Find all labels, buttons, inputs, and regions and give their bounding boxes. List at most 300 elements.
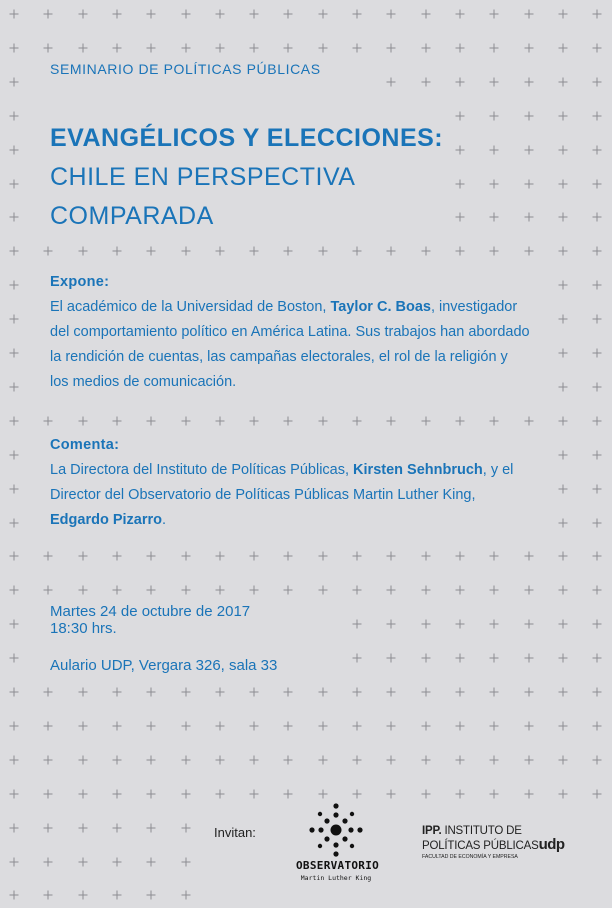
plus-mark [490,654,499,663]
plus-mark [250,586,259,595]
plus-mark [490,586,499,595]
plus-mark [593,789,602,798]
plus-mark [387,43,396,52]
plus-mark [44,416,53,425]
plus-mark [78,688,87,697]
plus-mark [421,620,430,629]
expone-label: Expone: [50,274,110,290]
plus-mark [490,179,499,188]
plus-mark [387,416,396,425]
plus-mark [490,111,499,120]
plus-mark [147,688,156,697]
plus-mark [593,315,602,324]
plus-mark [593,721,602,730]
plus-mark [112,721,121,730]
comenta-label: Comenta: [50,437,120,453]
plus-mark [490,552,499,561]
plus-mark [387,654,396,663]
plus-mark [181,891,190,900]
plus-mark [524,620,533,629]
plus-mark [353,43,362,52]
plus-mark [78,891,87,900]
plus-mark [147,857,156,866]
plus-mark [147,416,156,425]
plus-mark [10,10,19,19]
plus-mark [524,552,533,561]
plus-mark [44,43,53,52]
plus-mark [593,77,602,86]
plus-mark [387,721,396,730]
plus-mark [387,688,396,697]
plus-mark [524,721,533,730]
plus-mark [593,111,602,120]
plus-mark [353,789,362,798]
plus-mark [524,688,533,697]
plus-mark [147,10,156,19]
plus-mark [524,755,533,764]
plus-mark [147,247,156,256]
plus-mark [284,416,293,425]
plus-mark [455,43,464,52]
plus-mark [524,416,533,425]
plus-mark [387,552,396,561]
plus-mark [524,247,533,256]
plus-mark [10,891,19,900]
plus-mark [421,416,430,425]
plus-mark [421,43,430,52]
plus-mark [10,654,19,663]
expone-text-a: El académico de la Universidad de Boston, [50,299,331,315]
plus-mark [181,857,190,866]
plus-mark [284,586,293,595]
plus-mark [250,10,259,19]
plus-mark [44,721,53,730]
plus-mark [593,552,602,561]
plus-mark [455,213,464,222]
plus-mark [181,10,190,19]
plus-mark [284,247,293,256]
plus-mark [353,416,362,425]
plus-mark [593,518,602,527]
plus-mark [490,145,499,154]
plus-mark [10,518,19,527]
plus-mark [593,620,602,629]
ipp-line-1-text: INSTITUTO DE [441,825,522,837]
plus-mark [215,755,224,764]
plus-mark [353,620,362,629]
observatorio-dots-icon [308,802,364,858]
plus-mark [78,586,87,595]
plus-mark [558,688,567,697]
plus-mark [455,416,464,425]
plus-mark [490,213,499,222]
plus-mark [558,77,567,86]
plus-mark [558,484,567,493]
plus-mark [421,77,430,86]
plus-mark [524,10,533,19]
plus-mark [181,247,190,256]
plus-mark [215,247,224,256]
observatorio-logo [296,802,380,888]
plus-mark [44,857,53,866]
plus-mark [44,552,53,561]
plus-mark [318,721,327,730]
plus-mark [181,552,190,561]
plus-mark [215,688,224,697]
plus-mark [387,77,396,86]
plus-mark [181,416,190,425]
plus-mark [215,789,224,798]
invitan-label: Invitan: [214,825,256,840]
expone-text [50,295,530,395]
plus-mark [353,586,362,595]
plus-mark [10,179,19,188]
plus-mark [44,688,53,697]
event-time: 18:30 hrs. [50,620,117,637]
event-date: Martes 24 de octubre de 2017 [50,603,251,620]
plus-mark [284,721,293,730]
plus-mark [455,755,464,764]
plus-mark [44,823,53,832]
plus-mark [10,416,19,425]
plus-mark [112,43,121,52]
plus-mark [78,823,87,832]
title-line-3: COMPARADA [50,202,214,230]
plus-mark [558,721,567,730]
plus-mark [250,43,259,52]
series-label: SEMINARIO DE POLÍTICAS PÚBLICAS [50,61,321,77]
expone-section [50,270,530,395]
plus-mark [558,111,567,120]
plus-mark [455,721,464,730]
plus-mark [10,213,19,222]
plus-mark [455,247,464,256]
ipp-line-2 [422,838,582,853]
comenta-text [50,458,530,533]
plus-mark [78,721,87,730]
plus-mark [558,654,567,663]
plus-mark [421,586,430,595]
plus-mark [10,450,19,459]
plus-mark [78,755,87,764]
ipp-logo [422,825,582,861]
plus-mark [147,43,156,52]
plus-mark [78,43,87,52]
plus-mark [593,43,602,52]
plus-mark [490,247,499,256]
expone-text-b: , investigador del comportamiento político en América Latina. Sus trabajos han abordado la rendición de cuentas, las campañas electorales, el rol de la religión y los medios de comunicación. [50,299,530,390]
plus-mark [558,247,567,256]
comenta-text-c: . [162,512,167,528]
plus-mark [10,145,19,154]
plus-mark [558,179,567,188]
plus-mark [78,10,87,19]
plus-mark [558,789,567,798]
plus-mark [215,552,224,561]
plus-mark [490,416,499,425]
plus-mark [318,789,327,798]
plus-mark [524,586,533,595]
plus-mark [387,755,396,764]
plus-mark [353,552,362,561]
plus-mark [10,349,19,358]
plus-mark [215,721,224,730]
plus-mark [558,145,567,154]
plus-mark [353,654,362,663]
plus-mark [558,518,567,527]
event-venue: Aulario UDP, Vergara 326, sala 33 [50,657,278,674]
plus-mark [558,552,567,561]
plus-mark [181,823,190,832]
plus-mark [318,552,327,561]
plus-mark [558,586,567,595]
plus-mark [318,247,327,256]
plus-mark [387,10,396,19]
plus-mark [490,721,499,730]
plus-mark [112,247,121,256]
ipp-abbr: IPP. [422,825,442,837]
plus-mark [593,281,602,290]
plus-mark [524,77,533,86]
plus-mark [318,586,327,595]
plus-mark [10,586,19,595]
plus-mark [593,416,602,425]
plus-mark [387,586,396,595]
plus-mark [10,247,19,256]
plus-mark [593,382,602,391]
plus-mark [455,654,464,663]
plus-mark [250,755,259,764]
commentator-name-1: Kirsten Sehnbruch [353,462,483,478]
plus-mark [112,823,121,832]
plus-mark [44,755,53,764]
plus-mark [147,789,156,798]
plus-mark [147,552,156,561]
plus-mark [112,789,121,798]
plus-mark [318,755,327,764]
plus-mark [44,247,53,256]
plus-mark [593,213,602,222]
plus-mark [10,77,19,86]
plus-mark [215,416,224,425]
plus-mark [455,179,464,188]
plus-mark [44,586,53,595]
plus-mark [250,721,259,730]
comenta-section [50,433,530,533]
plus-mark [10,620,19,629]
title-line-1: EVANGÉLICOS Y ELECCIONES: [50,124,444,152]
plus-mark [524,789,533,798]
plus-mark [10,552,19,561]
plus-mark [250,688,259,697]
plus-mark [147,755,156,764]
plus-mark [44,789,53,798]
plus-mark [490,10,499,19]
plus-mark [78,789,87,798]
plus-mark [490,755,499,764]
plus-mark [112,688,121,697]
event-when [50,603,250,637]
plus-mark [10,755,19,764]
plus-mark [558,349,567,358]
plus-mark [593,450,602,459]
plus-mark [78,552,87,561]
plus-mark [250,552,259,561]
plus-mark [353,755,362,764]
plus-mark [181,43,190,52]
plus-mark [455,77,464,86]
plus-mark [558,43,567,52]
comenta-text-b: , y el Director del Observatorio de Políticas Públicas Martin Luther King, [50,462,514,503]
plus-mark [112,857,121,866]
plus-mark [455,789,464,798]
plus-mark [284,789,293,798]
plus-mark [284,552,293,561]
plus-mark [593,349,602,358]
plus-mark [181,755,190,764]
plus-mark [215,43,224,52]
plus-mark [593,586,602,595]
plus-mark [10,721,19,730]
plus-mark [558,382,567,391]
plus-mark [490,77,499,86]
plus-mark [490,789,499,798]
plus-mark [593,688,602,697]
plus-mark [490,688,499,697]
plus-mark [421,247,430,256]
plus-mark [181,688,190,697]
plus-mark [250,789,259,798]
plus-mark [112,10,121,19]
plus-mark [353,688,362,697]
plus-mark [318,416,327,425]
plus-mark [455,10,464,19]
plus-mark [284,755,293,764]
plus-mark [455,586,464,595]
plus-mark [593,10,602,19]
plus-mark [353,10,362,19]
plus-mark [524,654,533,663]
plus-mark [593,755,602,764]
plus-mark [78,247,87,256]
plus-mark [147,721,156,730]
plus-mark [593,654,602,663]
plus-mark [593,179,602,188]
plus-mark [593,247,602,256]
plus-mark [387,789,396,798]
plus-mark [44,10,53,19]
plus-mark [10,484,19,493]
plus-mark [421,10,430,19]
plus-mark [10,281,19,290]
plus-mark [112,416,121,425]
plus-mark [558,416,567,425]
plus-mark [318,43,327,52]
plus-mark [78,416,87,425]
plus-mark [78,857,87,866]
plus-mark [558,315,567,324]
plus-mark [318,688,327,697]
plus-mark [10,789,19,798]
plus-mark [524,145,533,154]
plus-mark [112,552,121,561]
plus-mark [215,586,224,595]
plus-mark [10,382,19,391]
ipp-line-2-text: POLÍTICAS PÚBLICAS [422,840,539,852]
plus-mark [353,247,362,256]
plus-mark [593,484,602,493]
plus-mark [112,755,121,764]
plus-mark [421,721,430,730]
plus-mark [421,688,430,697]
plus-mark [284,688,293,697]
plus-mark [558,450,567,459]
plus-mark [10,43,19,52]
plus-mark [10,688,19,697]
plus-mark [10,823,19,832]
plus-mark [524,213,533,222]
plus-mark [284,43,293,52]
speaker-name: Taylor C. Boas [330,299,431,315]
plus-mark [250,247,259,256]
plus-mark [147,586,156,595]
plus-mark [10,315,19,324]
plus-mark [284,10,293,19]
plus-mark [44,891,53,900]
plus-mark [455,552,464,561]
plus-mark [455,145,464,154]
plus-mark [250,416,259,425]
plus-mark [421,552,430,561]
plus-mark [524,43,533,52]
plus-mark [215,10,224,19]
plus-mark [593,145,602,154]
plus-mark [455,688,464,697]
plus-mark [558,213,567,222]
plus-mark [181,789,190,798]
plus-mark [558,10,567,19]
plus-mark [421,755,430,764]
title-line-2: CHILE EN PERSPECTIVA [50,163,356,191]
plus-mark [318,10,327,19]
ipp-faculty: FACULTAD DE ECONOMÍA Y EMPRESA [422,854,518,860]
plus-mark [112,891,121,900]
plus-mark [455,111,464,120]
udp-wordmark: udp [538,836,565,853]
comenta-text-a: La Directora del Instituto de Políticas Públicas, [50,462,354,478]
plus-mark [147,891,156,900]
plus-mark [421,654,430,663]
plus-mark [558,755,567,764]
plus-mark [353,721,362,730]
observatorio-name: OBSERVATORIO [296,859,380,872]
plus-mark [387,620,396,629]
plus-mark [112,586,121,595]
plus-mark [558,281,567,290]
plus-mark [490,43,499,52]
plus-mark [490,620,499,629]
plus-mark [181,586,190,595]
plus-mark [421,789,430,798]
plus-mark [387,247,396,256]
plus-mark [524,111,533,120]
plus-mark [10,111,19,120]
plus-mark [455,620,464,629]
plus-mark [524,179,533,188]
plus-mark [10,857,19,866]
plus-mark [181,721,190,730]
observatorio-subtitle: Martin Luther King [300,874,372,882]
